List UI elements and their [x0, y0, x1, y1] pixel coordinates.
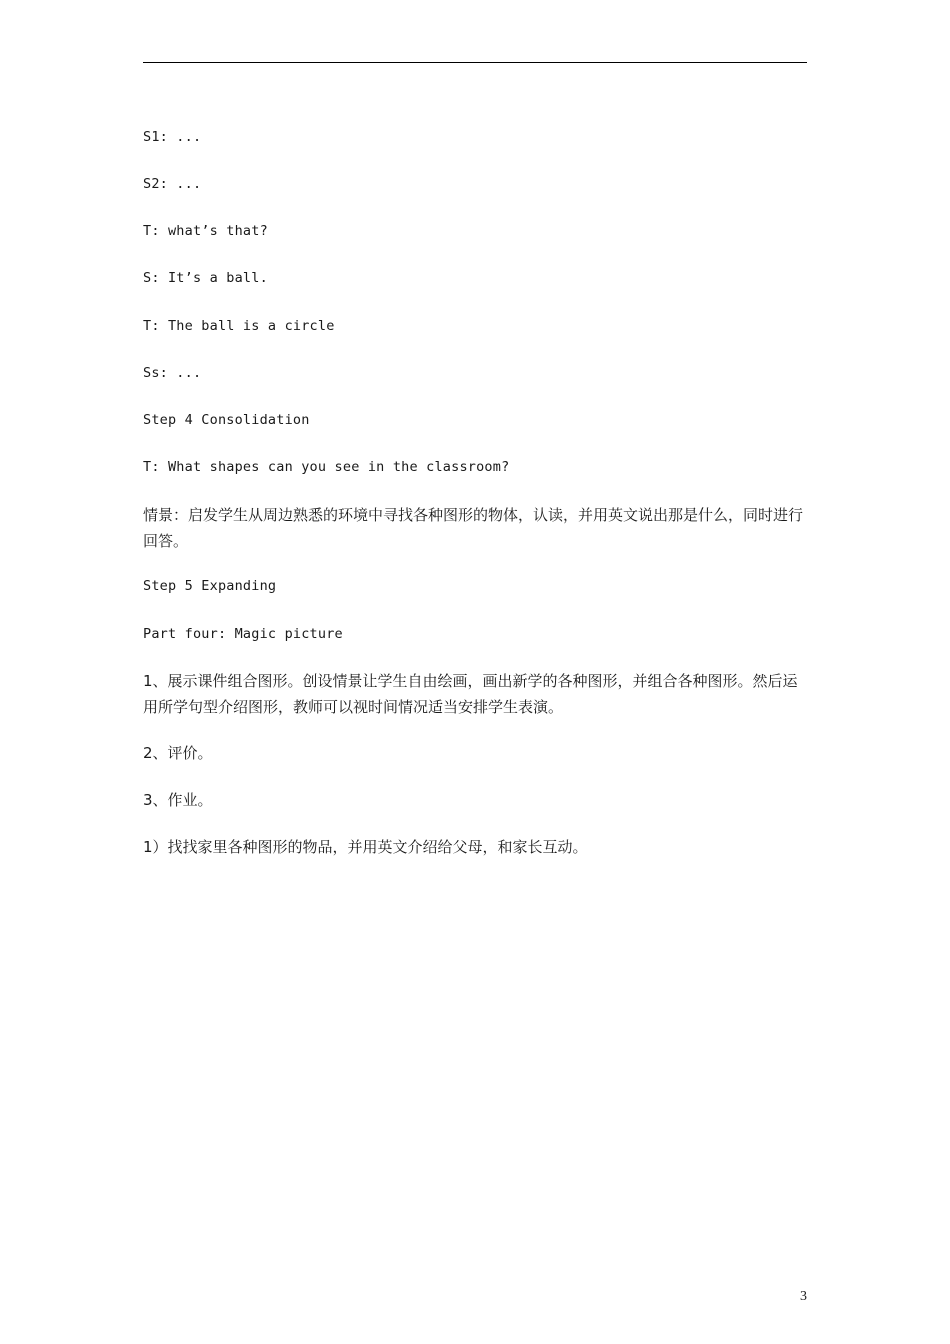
header-rule: [143, 62, 807, 63]
homework-item-1: 1）找找家里各种图形的物品，并用英文介绍给父母，和家长互动。: [143, 838, 588, 856]
step-5-heading: Step 5 Expanding: [143, 578, 277, 594]
dialogue-line-teacher-statement: T: The ball is a circle: [143, 318, 335, 334]
dialogue-line-student-answer: S: It’s a ball.: [143, 270, 268, 286]
dialogue-line-s2: S2: ...: [143, 176, 202, 192]
part-four-heading: Part four: Magic picture: [143, 626, 343, 642]
step-4-heading: Step 4 Consolidation: [143, 412, 310, 428]
activity-paragraph-2: 2、评价。: [143, 744, 213, 762]
dialogue-line-teacher-question: T: what’s that?: [143, 223, 268, 239]
dialogue-line-students: Ss: ...: [143, 365, 202, 381]
activity-paragraph-3: 3、作业。: [143, 791, 213, 809]
dialogue-line-s1: S1: ...: [143, 129, 202, 145]
page-number: 3: [800, 1289, 807, 1304]
dialogue-line-teacher-shapes: T: What shapes can you see in the classroom?: [143, 459, 510, 475]
scenario-paragraph: 情景：启发学生从周边熟悉的环境中寻找各种图形的物体，认读，并用英文说出那是什么，同时进行回答。: [143, 506, 804, 550]
activity-paragraph-1: 1、展示课件组合图形。创设情景让学生自由绘画，画出新学的各种图形，并组合各种图形。然后运用所学句型介绍图形，教师可以视时间情况适当安排学生表演。: [143, 672, 798, 716]
